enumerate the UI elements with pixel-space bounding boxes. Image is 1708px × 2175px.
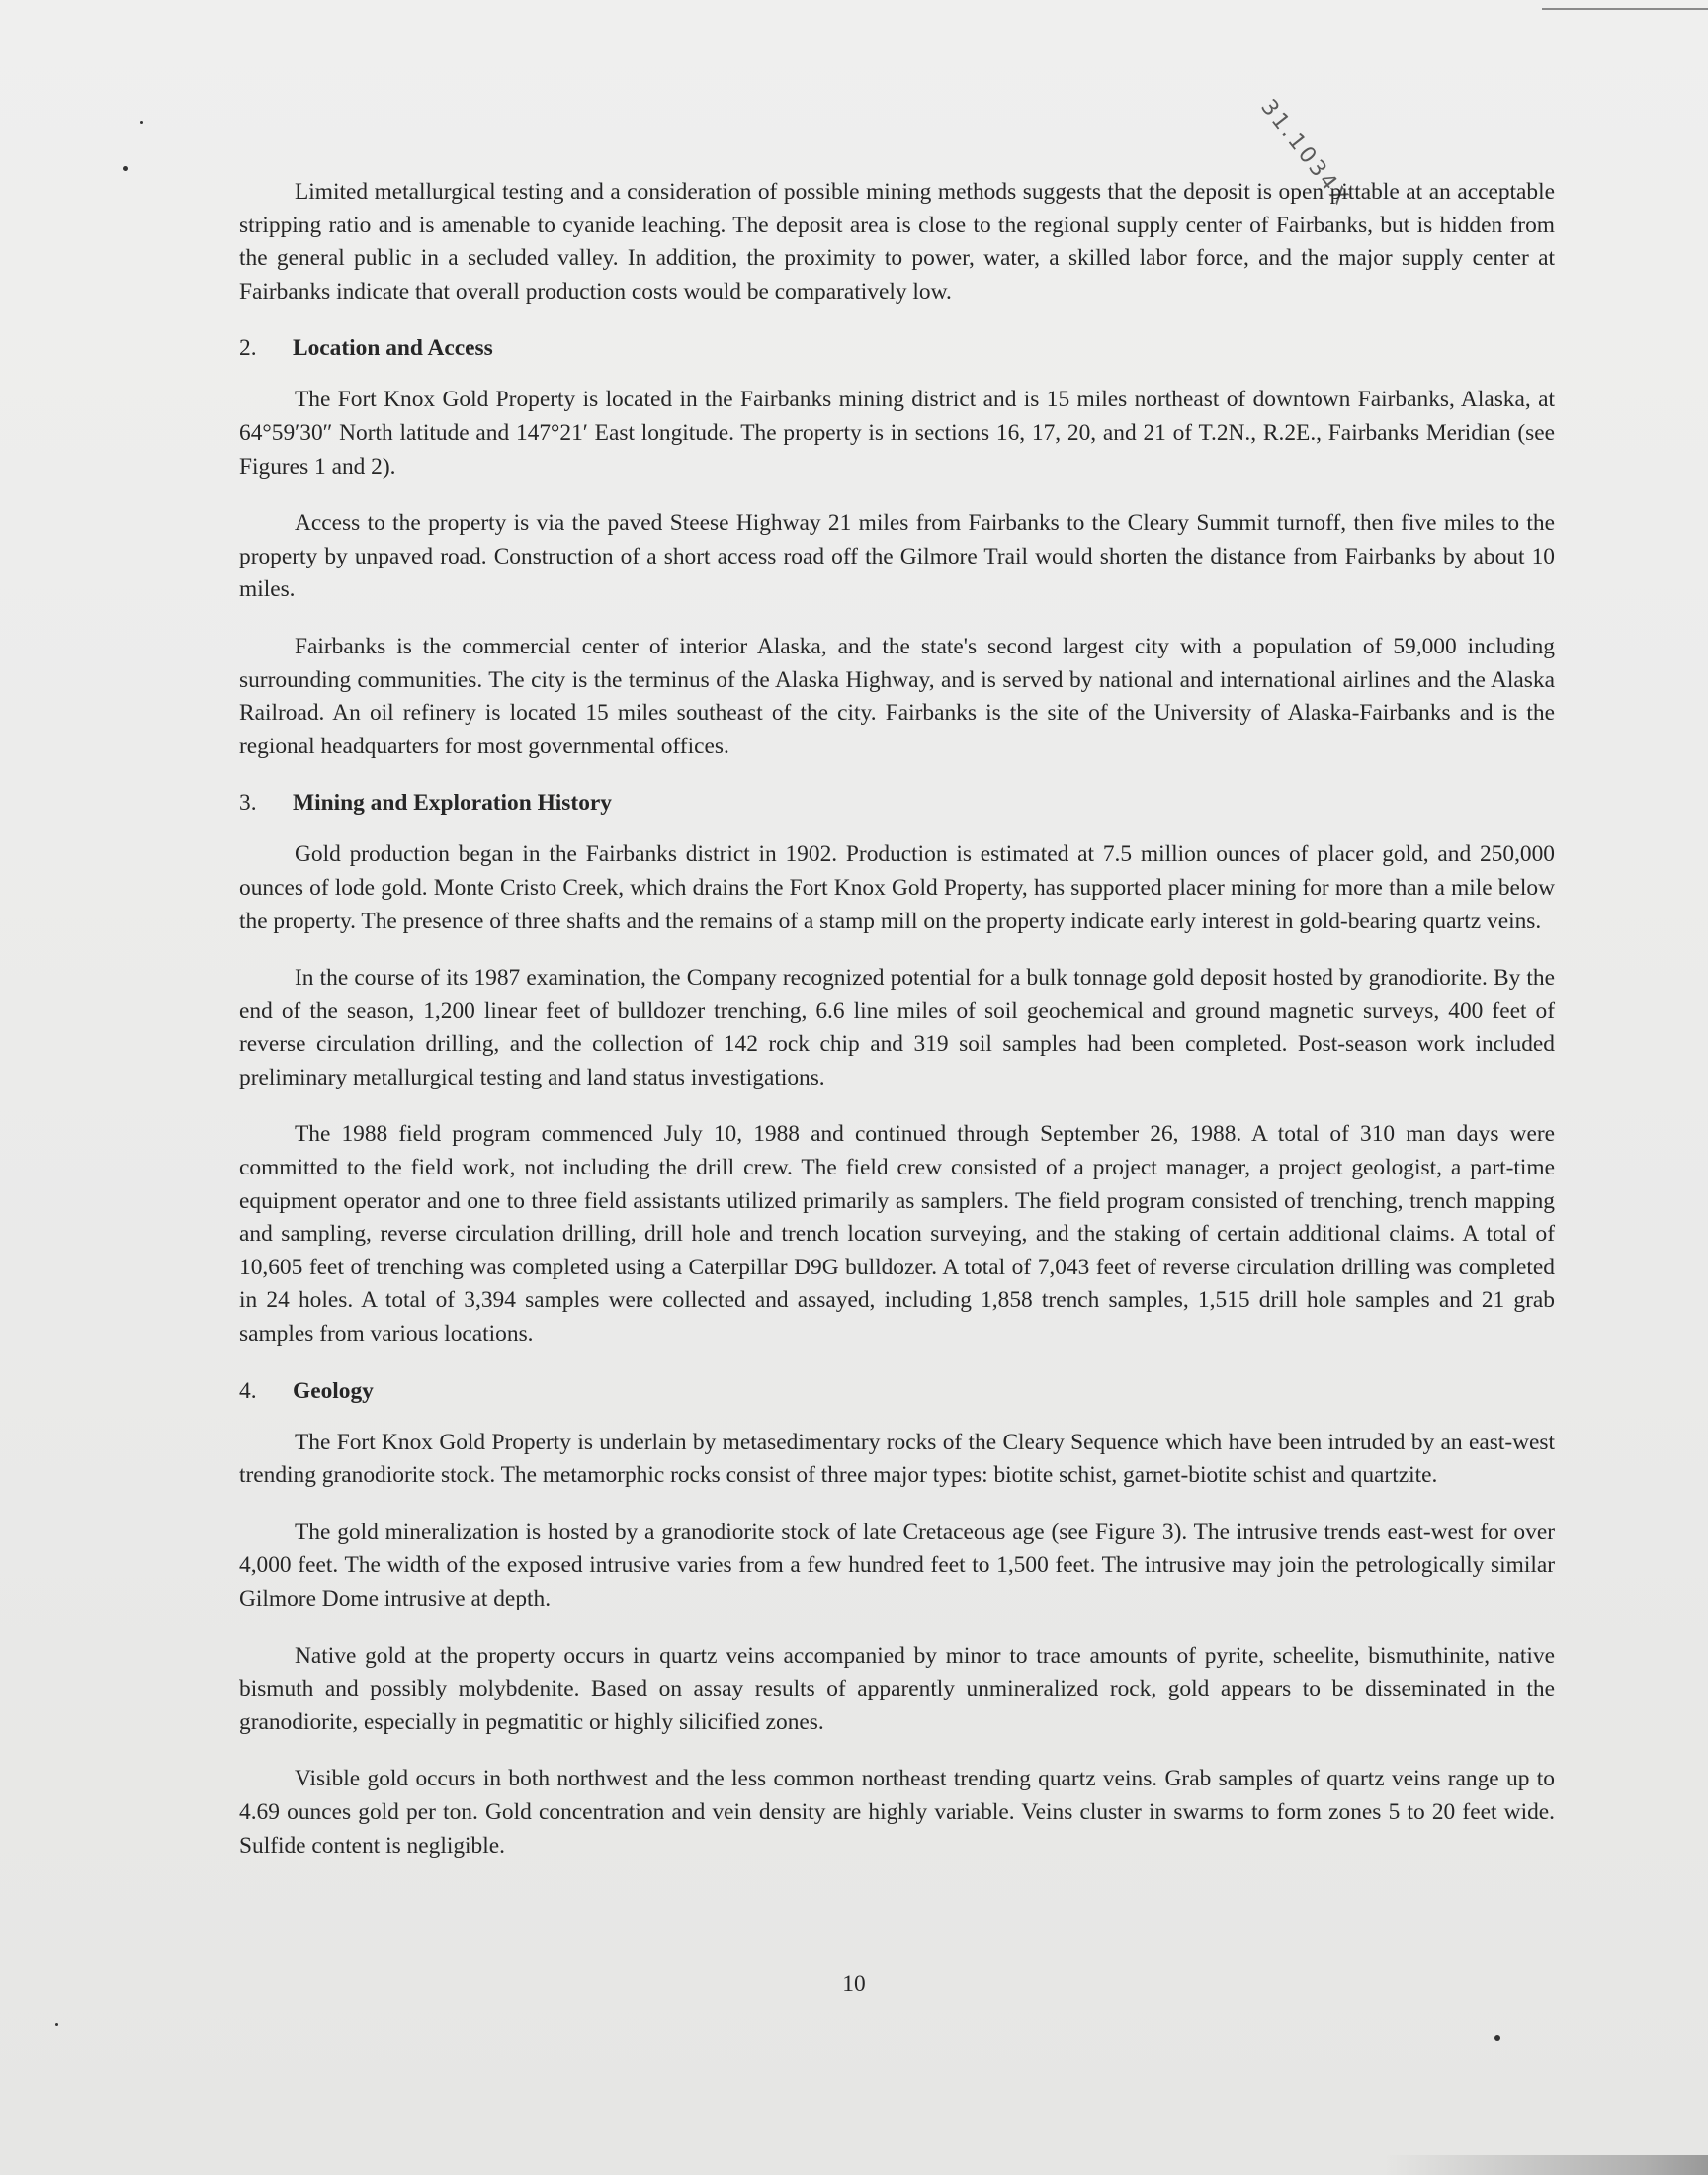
scan-speck [1494, 2035, 1500, 2041]
section-number: 3. [239, 790, 257, 817]
paragraph: The 1988 field program commenced July 10, 1988 and continued through September 26, 1988. A total of 310 man days were committed to the field work, not including the drill crew. The field crew consisted of a project manager, a project geologist, a part-time equipment operator and one to three field assistants utilized primarily as samplers. The field program consisted of trenching, trench mapping and sampling, reverse circulation drilling, drill hole and trench location surveying, and the staking of certain additional claims. A total of 10,605 feet of trenching was completed using a Caterpillar D9G bulldozer. A total of 7,043 feet of reverse circulation drilling was completed in 24 holes. A total of 3,394 samples were collected and assayed, including 1,858 trench samples, 1,515 drill hole samples and 21 grab samples from various locations. [239, 1121, 1555, 1348]
section-title: Geology [293, 1377, 374, 1404]
section-heading [239, 787, 1555, 819]
paragraph: Fairbanks is the commercial center of interior Alaska, and the state's second largest city with a population of 59,000 including surrounding communities. The city is the terminus of the Alaska Highway, and is served by national and international airlines and the Alaska Railroad. An oil refinery is located 15 miles southeast of the city. Fairbanks is the site of the University of Alaska-Fairbanks and is the regional headquarters for most governmental offices. [239, 633, 1555, 759]
section-number: 2. [239, 335, 257, 362]
section-introduction [239, 176, 1555, 308]
scan-edge-line [1542, 8, 1708, 10]
handwritten-annotation: 31.1034X [1255, 95, 1355, 212]
paragraph: Access to the property is via the paved Steese Highway 21 miles from Fairbanks to the Cleary Summit turnoff, then five miles to the property by unpaved road. Construction of a short access road off the Gilmore Trail would shorten the distance from Fairbanks by about 10 miles. [239, 510, 1555, 603]
paragraph: The Fort Knox Gold Property is underlain by metasedimentary rocks of the Cleary Sequence which have been intruded by an east-west trending granodiorite stock. The metamorphic rocks consist of three major types: biotite schist, garnet-biotite schist and quartzite. [239, 1429, 1555, 1489]
section-heading [239, 332, 1555, 364]
document-body [239, 176, 1555, 1886]
paragraph: Visible gold occurs in both northwest and the less common northeast trending quartz veins. Grab samples of quartz veins range up to 4.69 ounces gold per ton. Gold concentration and vein density are highly variable. Veins cluster in swarms to form zones 5 to 20 feet wide. Sulfide content is negligible. [239, 1766, 1555, 1859]
scan-speck [123, 166, 128, 171]
paragraph: Limited metallurgical testing and a consideration of possible mining methods suggests that the deposit is open pittable at an acceptable stripping ratio and is amenable to cyanide leaching. The deposit area is close to the regional supply center of Fairbanks, but is hidden from the general public in a secluded valley. In addition, the proximity to power, water, a skilled labor force, and the major supply center at Fairbanks indicate that overall production costs would be comparatively low. [239, 179, 1555, 304]
page-number: 10 [842, 1971, 866, 1997]
section-heading [239, 1375, 1555, 1407]
paragraph: Native gold at the property occurs in quartz veins accompanied by minor to trace amounts of pyrite, scheelite, bismuthinite, native bismuth and possibly molybdenite. Based on assay results of apparently unmineralized rock, gold appears to be disseminated in the granodiorite, especially in pegmatitic or highly silicified zones. [239, 1642, 1555, 1735]
paragraph: The gold mineralization is hosted by a granodiorite stock of late Cretaceous age (see Figure 3). The intrusive trends east-west for over 4,000 feet. The width of the exposed intrusive varies from a few hundred feet to 1,500 feet. The intrusive may join the petrologically similar Gilmore Dome intrusive at depth. [239, 1519, 1555, 1611]
scan-edge-shadow [1384, 2155, 1708, 2175]
scan-speck [55, 2023, 58, 2026]
section-title: Mining and Exploration History [293, 790, 612, 817]
paragraph: In the course of its 1987 examination, the Company recognized potential for a bulk tonnage gold deposit hosted by granodiorite. By the end of the season, 1,200 linear feet of bulldozer trenching, 6.6 line miles of soil geochemical and ground magnetic surveys, 400 feet of reverse circulation drilling, and the collection of 142 rock chip and 319 soil samples had been completed. Post-season work included preliminary metallurgical testing and land status investigations. [239, 965, 1555, 1090]
section-mining-history [239, 787, 1555, 1350]
section-title: Location and Access [293, 335, 493, 362]
paragraph: The Fort Knox Gold Property is located in the Fairbanks mining district and is 15 miles northeast of downtown Fairbanks, Alaska, at 64°59′30″ North latitude and 147°21′ East longitude. The property is in sections 16, 17, 20, and 21 of T.2N., R.2E., Fairbanks Meridian (see Figures 1 and 2). [239, 387, 1555, 479]
section-number: 4. [239, 1377, 257, 1404]
paragraph: Gold production began in the Fairbanks district in 1902. Production is estimated at 7.5 million ounces of placer gold, and 250,000 ounces of lode gold. Monte Cristo Creek, which drains the Fort Knox Gold Property, has supported placer mining for more than a mile below the property. The presence of three shafts and the remains of a stamp mill on the property indicate early interest in gold-bearing quartz veins. [239, 841, 1555, 934]
section-location-and-access [239, 332, 1555, 763]
section-geology [239, 1375, 1555, 1864]
scan-speck [140, 121, 143, 124]
